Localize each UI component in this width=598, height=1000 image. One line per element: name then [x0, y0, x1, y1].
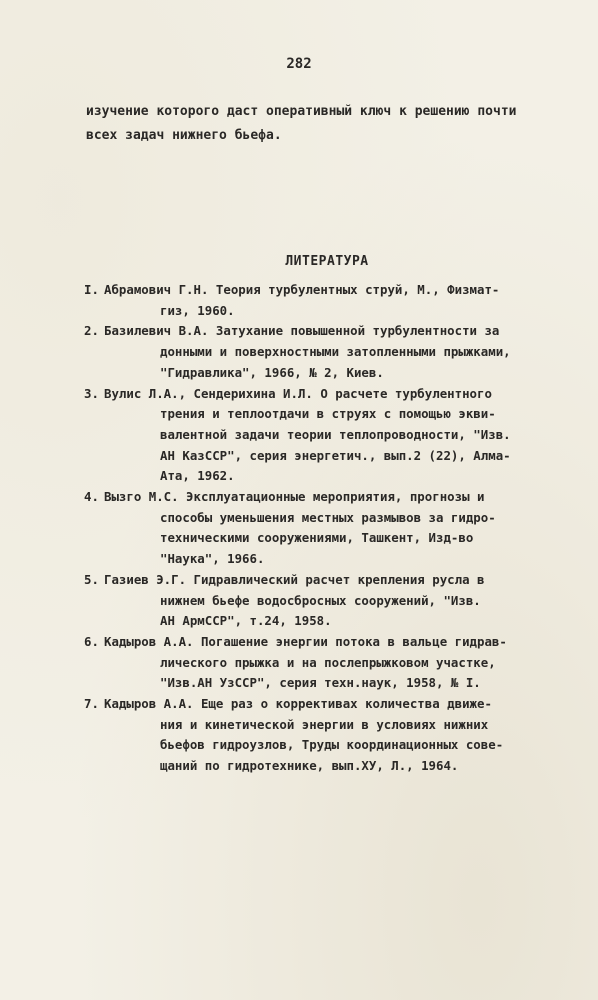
reference-number: 2.	[84, 323, 99, 339]
reference-text: Ата, 1962.	[160, 468, 235, 484]
reference-text: Вызго М.С. Эксплуатационные мероприятия, прогнозы и	[104, 489, 485, 505]
intro-line: всех задач нижнего бьефа.	[86, 128, 282, 143]
reference-text: гиз, 1960.	[160, 302, 235, 318]
reference-text: трения и теплоотдачи в струях с помощью экви-	[160, 406, 496, 422]
reference-number: 3.	[84, 385, 99, 401]
reference-text: Кадыров А.А. Еще раз о коррективах количества движе-	[104, 696, 492, 712]
reference-text: Вулис Л.А., Сендерихина И.Л. О расчете турбулентного	[104, 385, 492, 401]
reference-text: "Гидравлика", 1966, № 2, Киев.	[160, 364, 384, 380]
reference-text: Абрамович Г.Н. Теория турбулентных струй, М., Физмат-	[104, 282, 500, 297]
reference-text: Кадыров А.А. Погашение энергии потока в вальце гидрав-	[104, 633, 507, 649]
reference-number: 5.	[84, 571, 99, 587]
reference-item	[84, 280, 564, 321]
reference-item	[84, 384, 564, 488]
reference-text: бьефов гидроузлов, Труды координационных сове-	[160, 737, 504, 753]
reference-list	[84, 280, 564, 777]
reference-text: Базилевич В.А. Затухание повышенной турбулентности за	[104, 323, 500, 339]
reference-number: 4.	[84, 489, 99, 505]
reference-text: щаний по гидротехнике, вып.ХУ, Л., 1964.	[160, 758, 459, 774]
reference-text: Газиев Э.Г. Гидравлический расчет крепления русла в	[104, 571, 485, 587]
reference-text: АН КазССР", серия энергетич., вып.2 (22), Алма-	[160, 447, 511, 463]
reference-text: "Наука", 1966.	[160, 551, 265, 567]
reference-number: 6.	[84, 633, 99, 649]
reference-item	[84, 632, 564, 694]
reference-item	[84, 694, 564, 777]
reference-number: I.	[84, 282, 99, 297]
reference-text: техническими сооружениями, Ташкент, Изд-во	[160, 530, 474, 546]
reference-text: лического прыжка и на послепрыжковом участке,	[160, 654, 496, 670]
reference-text: ния и кинетической энергии в условиях нижних	[160, 716, 489, 732]
reference-item	[84, 570, 564, 632]
reference-item	[84, 487, 564, 570]
page-number: 282	[286, 56, 312, 72]
intro-line: изучение которого даст оперативный ключ к решению почти	[86, 104, 517, 119]
section-heading: ЛИТЕРАТУРА	[285, 254, 369, 269]
reference-text: АН АрмССР", т.24, 1958.	[160, 613, 332, 629]
reference-text: донными и поверхностными затопленными прыжками,	[160, 344, 511, 360]
reference-text: нижнем бьефе водосбросных сооружений, "Изв.	[160, 592, 481, 608]
reference-text: "Изв.АН УзССР", серия техн.наук, 1958, № I.	[160, 675, 481, 691]
intro-paragraph	[86, 100, 566, 148]
reference-text: валентной задачи теории теплопроводности, "Изв.	[160, 426, 511, 442]
reference-text: способы уменьшения местных размывов за гидро-	[160, 509, 496, 525]
reference-number: 7.	[84, 696, 99, 712]
reference-item	[84, 321, 564, 383]
